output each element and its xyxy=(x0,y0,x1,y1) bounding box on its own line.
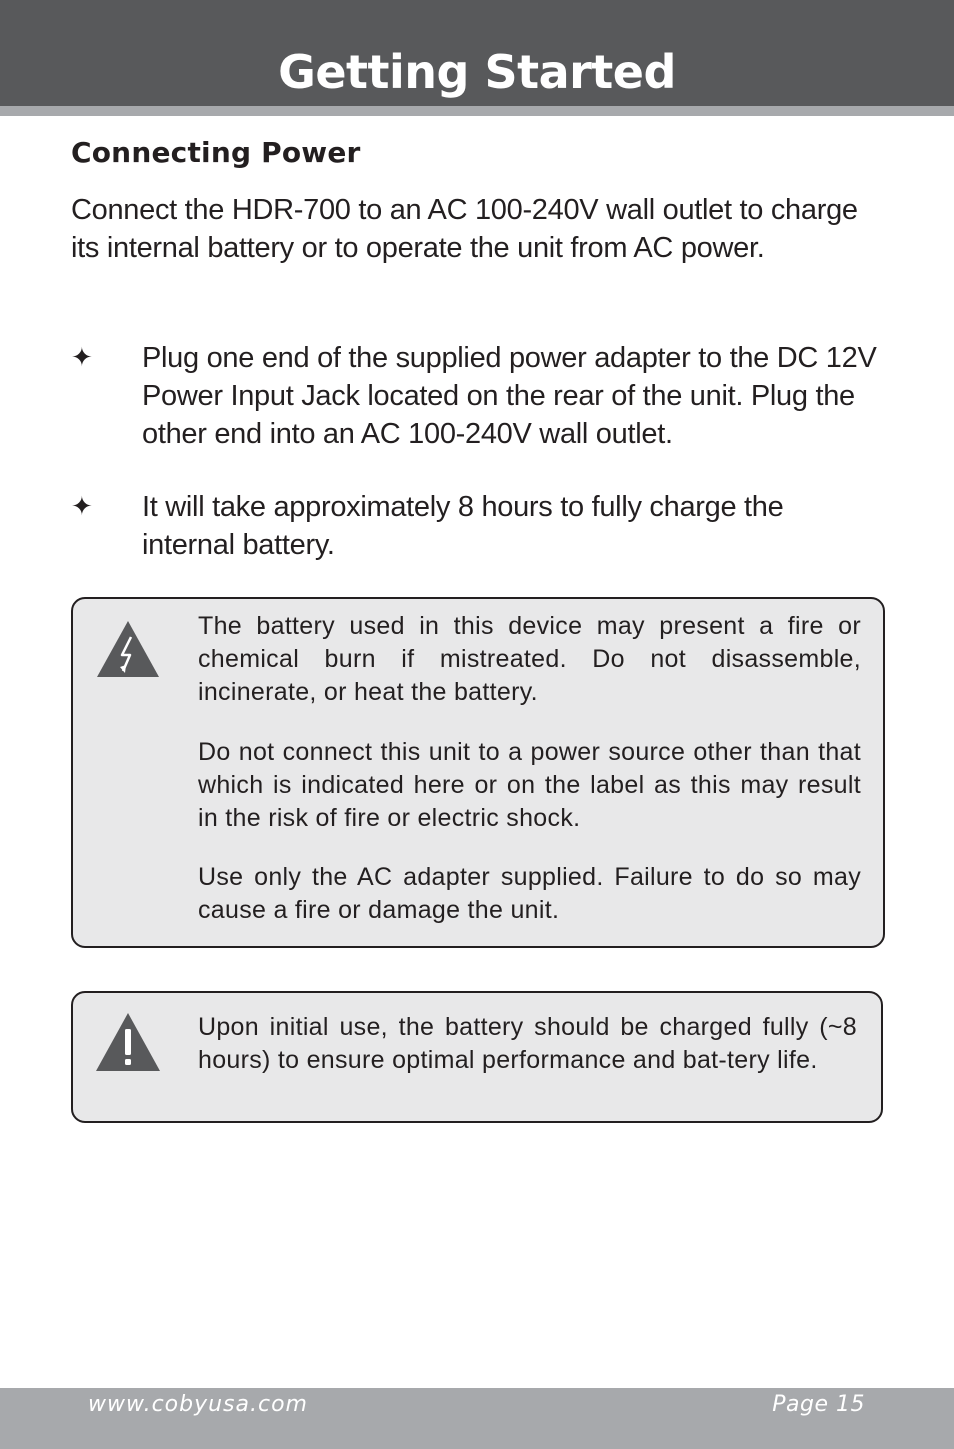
header-stripe xyxy=(0,106,954,116)
warning-paragraph: Use only the AC adapter supplied. Failure to do so may cause a fire or damage the unit. xyxy=(198,863,861,924)
caution-box xyxy=(71,991,883,1123)
footer-url: www.cobyusa.com xyxy=(88,1392,308,1417)
electric-shock-warning-icon xyxy=(95,619,161,679)
bullet-star-icon: ✦ xyxy=(71,343,93,373)
page-footer xyxy=(0,1388,954,1449)
warning-paragraph: Do not connect this unit to a power source other than that which is indicated here or on the label as this may result in the risk of fire or electric shock. xyxy=(198,738,861,832)
warning-paragraph: The battery used in this device may present a fire or chemical burn if mistreated. Do not disassemble, incinerate, or heat the battery. xyxy=(198,612,861,706)
bullet-star-icon: ✦ xyxy=(71,492,93,522)
warning-box xyxy=(71,597,885,948)
intro-paragraph: Connect the HDR-700 to an AC 100-240V wall outlet to charge its internal battery or to operate the unit from AC power. xyxy=(71,194,858,264)
caution-exclamation-icon xyxy=(95,1011,161,1071)
caution-paragraph: Upon initial use, the battery should be charged fully (~8 hours) to ensure optimal performance and bat-tery life. xyxy=(198,1013,857,1074)
page-title: Getting Started xyxy=(278,45,676,99)
section-title: Connecting Power xyxy=(71,136,361,169)
page-header xyxy=(0,0,954,106)
bullet-text: It will take approximately 8 hours to fully charge the internal battery. xyxy=(142,491,784,561)
bullet-text: Plug one end of the supplied power adapter to the DC 12V Power Input Jack located on the rear of the unit. Plug the other end into an AC 100-240V wall outlet. xyxy=(142,342,877,450)
page-number: Page 15 xyxy=(772,1392,865,1417)
